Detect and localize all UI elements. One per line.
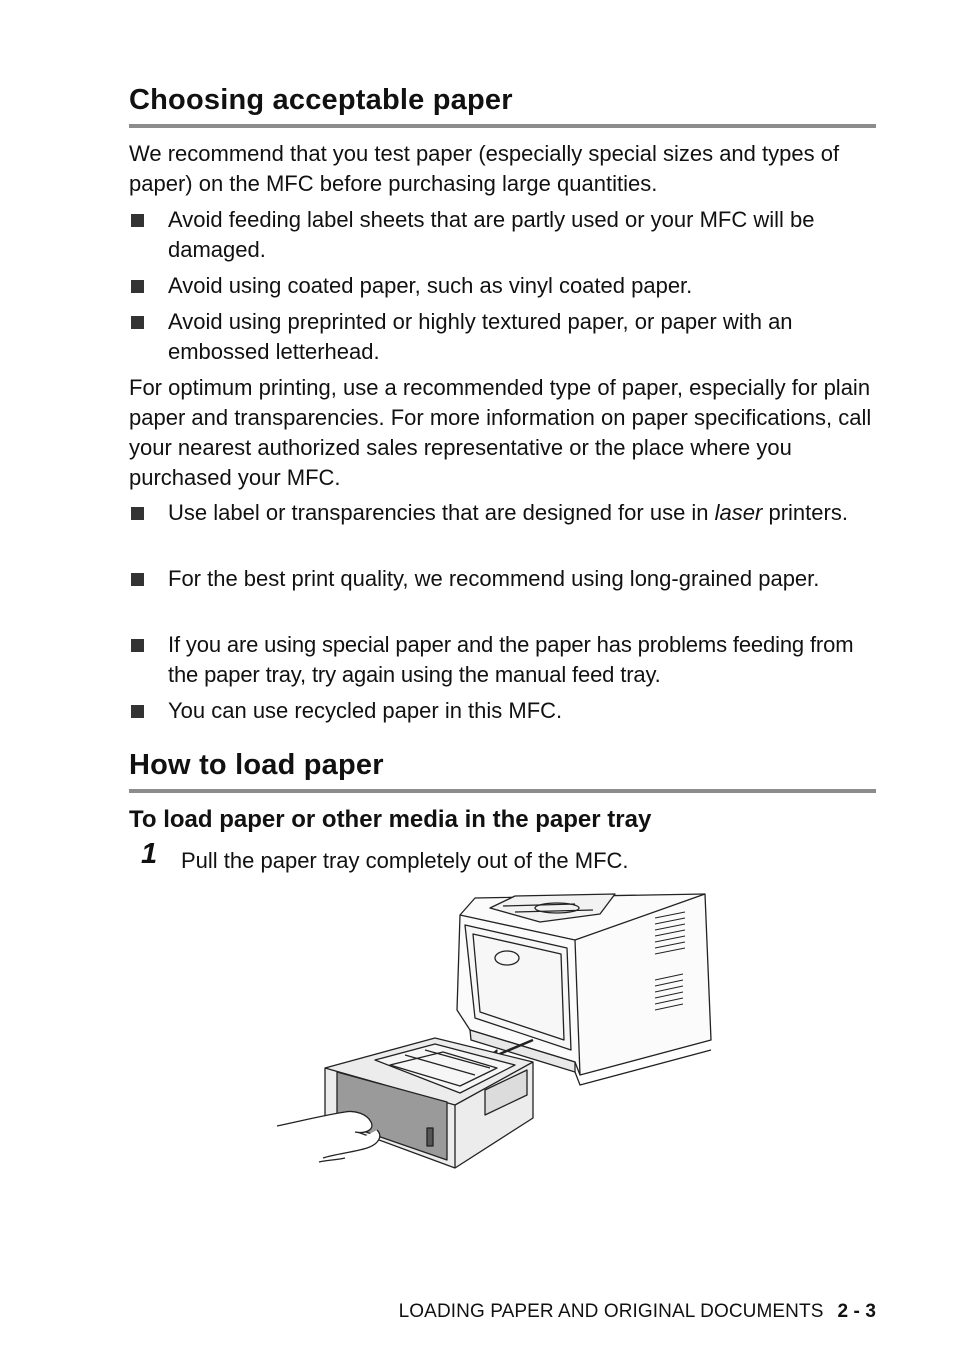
- bullet-square-icon: [131, 214, 144, 227]
- bullet-item: Avoid feeding label sheets that are partly used or your MFC will be damaged.: [129, 205, 876, 265]
- recommendation-paragraph: For optimum printing, use a recommended type of paper, especially for plain paper and transparencies. For more information on paper specifications, call your nearest authorized sales representative or the place where you purchased your MFC.: [129, 375, 872, 490]
- footer-chapter-title: LOADING PAPER AND ORIGINAL DOCUMENTS: [398, 1301, 824, 1322]
- bullet-square-icon: [131, 316, 144, 329]
- emphasis-laser: laser: [714, 500, 763, 525]
- bullet-square-icon: [131, 639, 144, 652]
- footer-page-number: 2 - 3: [837, 1301, 876, 1322]
- bullet-item: Use label or transparencies that are designed for use in laser printers.: [129, 498, 876, 528]
- heading-rule: [129, 124, 876, 128]
- step-number: 1: [141, 838, 158, 870]
- bullet-square-icon: [131, 280, 144, 293]
- section-heading-choosing-paper: Choosing acceptable paper: [129, 84, 513, 116]
- bullet-square-icon: [131, 507, 144, 520]
- bullet-item: Avoid using coated paper, such as vinyl coated paper.: [129, 271, 876, 301]
- section-heading-load-paper: How to load paper: [129, 749, 384, 781]
- printer-tray-illustration: [275, 890, 715, 1175]
- step-text: Pull the paper tray completely out of the MFC.: [181, 848, 629, 873]
- bullet-item: For the best print quality, we recommend using long-grained paper.: [129, 564, 876, 594]
- bullet-square-icon: [131, 573, 144, 586]
- subheading-paper-tray: To load paper or other media in the paper tray: [129, 806, 652, 833]
- intro-paragraph: We recommend that you test paper (especially special sizes and types of paper) on the MFC before purchasing large quantities.: [129, 141, 840, 196]
- page-footer: [399, 1301, 876, 1323]
- bullet-item: Avoid using preprinted or highly textured paper, or paper with an embossed letterhead.: [129, 307, 876, 367]
- bullet-item: You can use recycled paper in this MFC.: [129, 696, 876, 726]
- bullet-item: If you are using special paper and the paper has problems feeding from the paper tray, try again using the manual feed tray.: [129, 630, 876, 690]
- heading-rule: [129, 789, 876, 793]
- bullet-square-icon: [131, 705, 144, 718]
